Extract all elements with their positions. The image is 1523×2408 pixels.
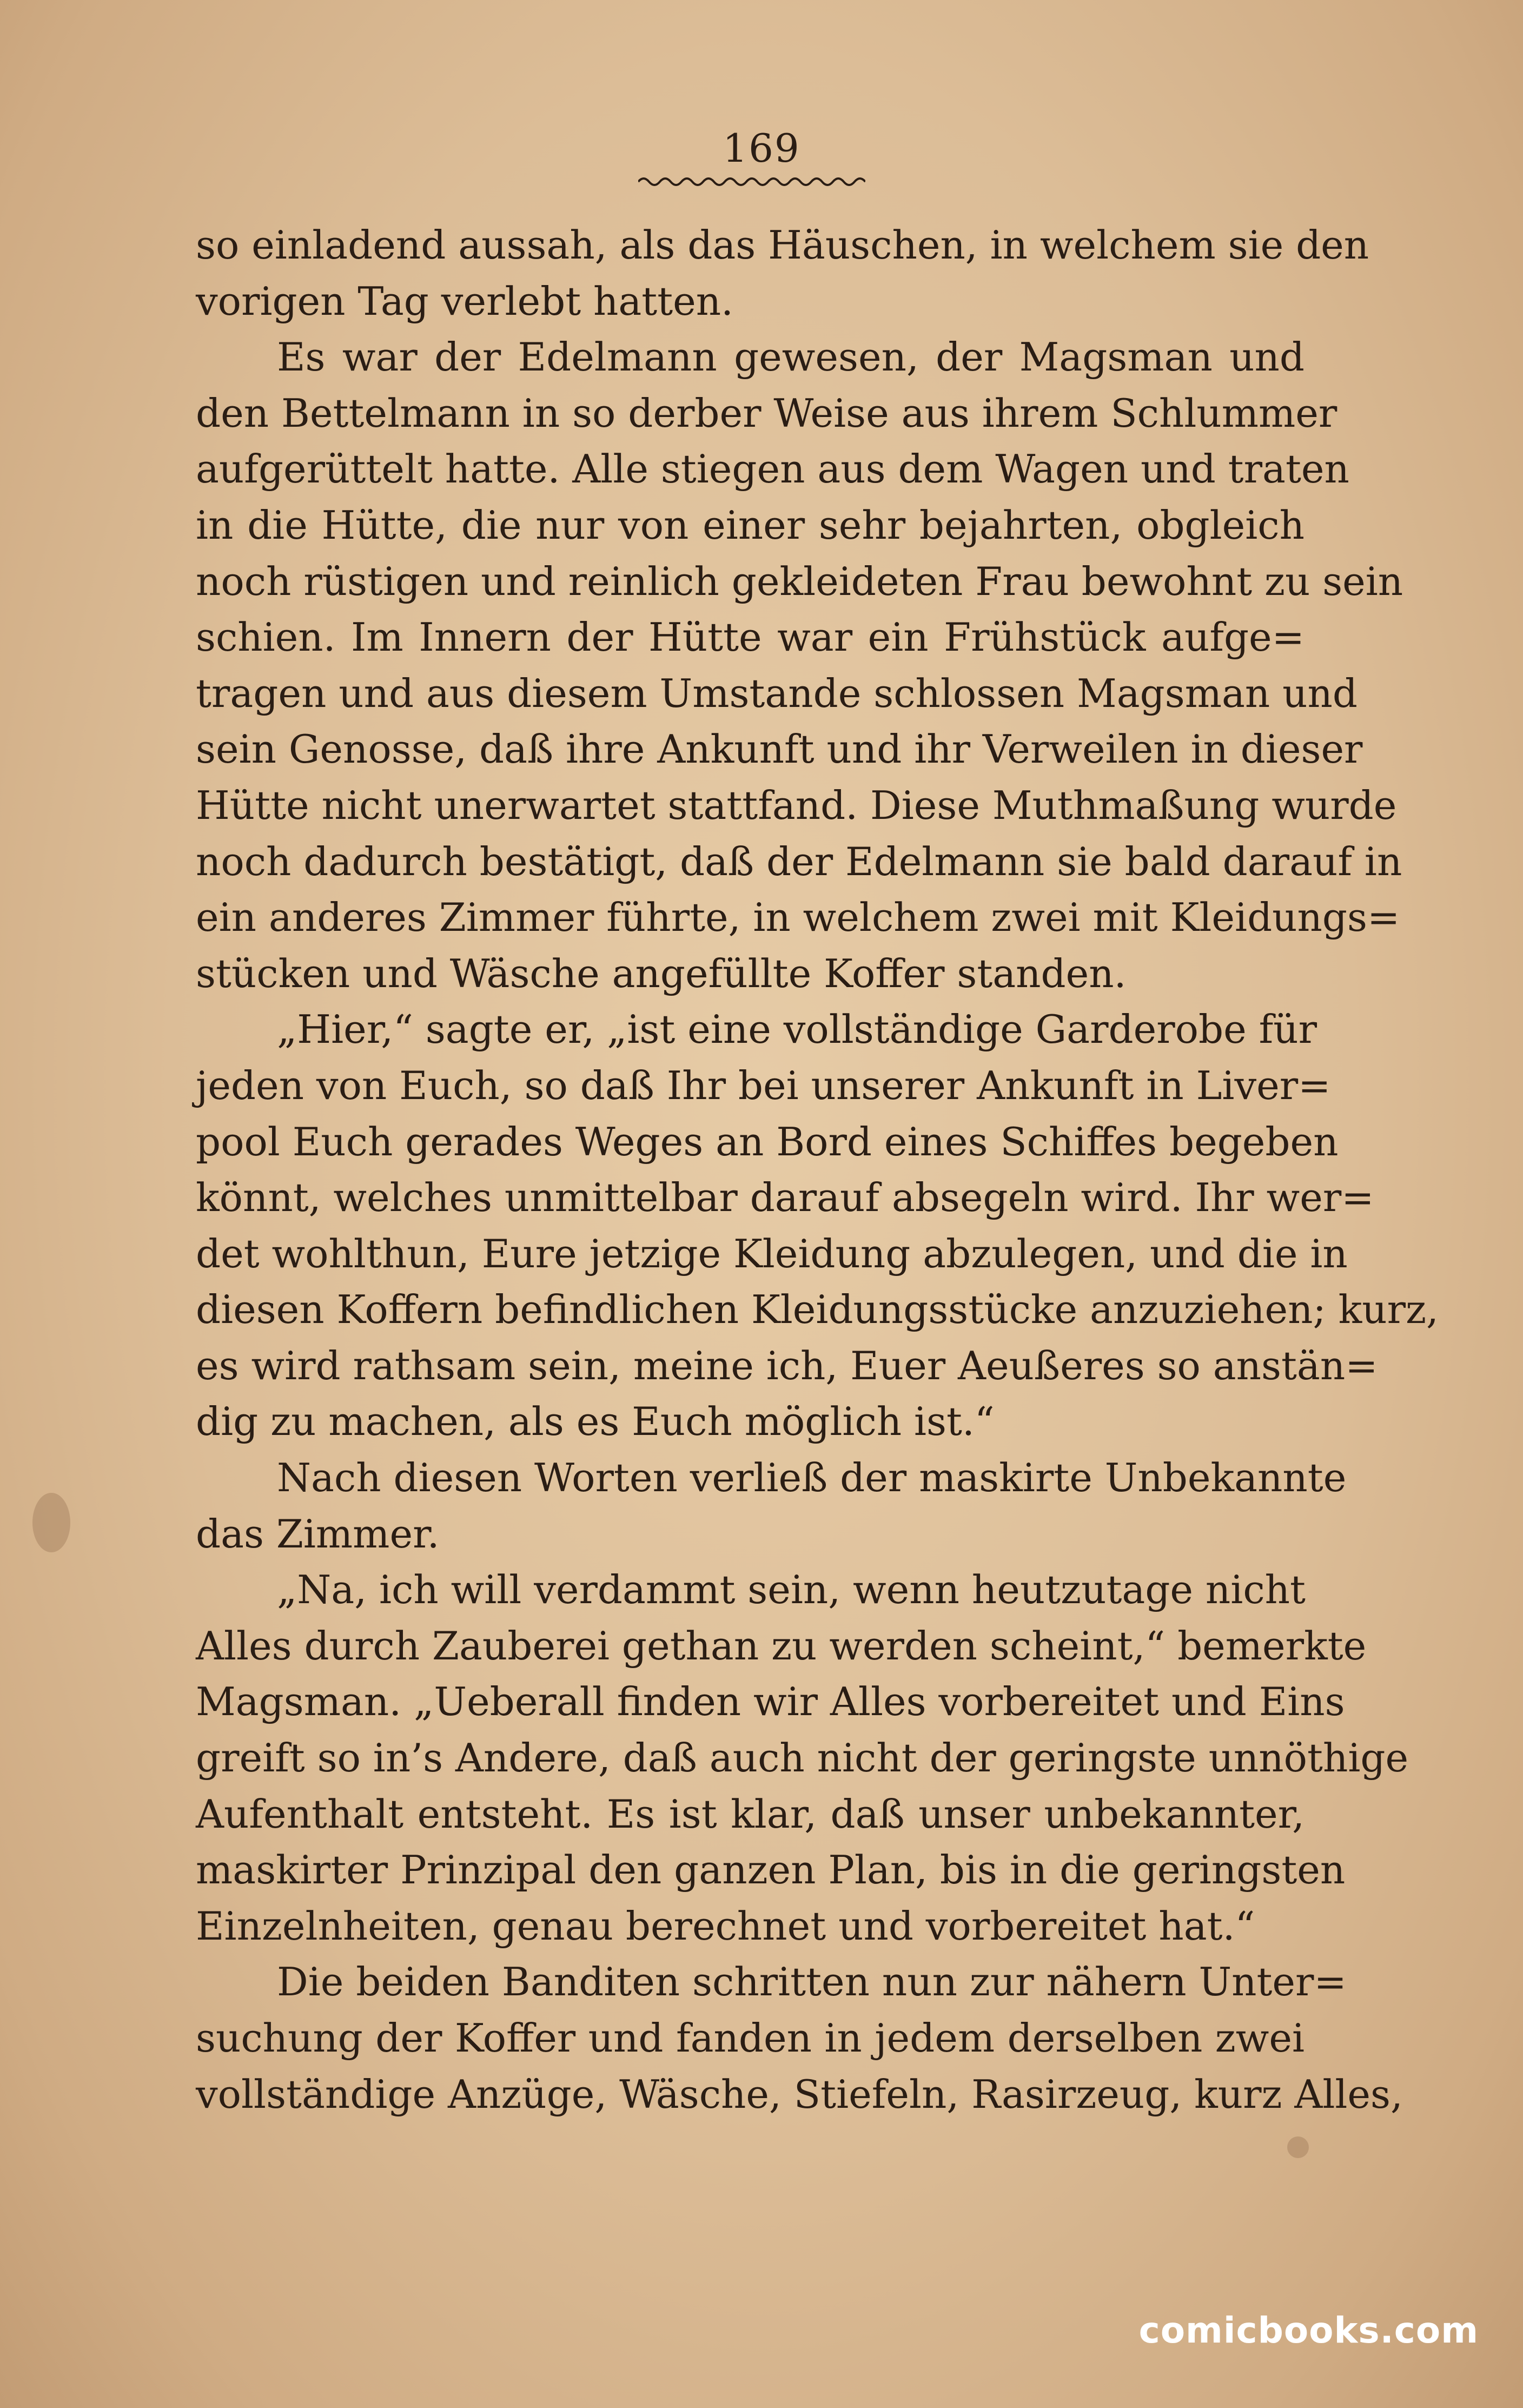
paper-stain <box>32 1493 70 1552</box>
text-line: dig zu machen, als es Euch möglich ist.“ <box>196 1399 995 1445</box>
text-line: aufgerüttelt hatte. Alle stiegen aus dem Wagen und traten <box>196 446 1349 492</box>
text-line: Aufenthalt entsteht. Es ist klar, daß unser unbekannter, <box>196 1791 1305 1837</box>
text-line: tragen und aus diesem Umstande schlossen Magsman und <box>196 670 1358 716</box>
text-line: „Na, ich will verdammt sein, wenn heutzutage nicht <box>277 1567 1306 1613</box>
text-line: Hütte nicht unerwartet stattfand. Diese Muthmaßung wurde <box>196 782 1397 828</box>
text-line: Es war der Edelmann gewesen, der Magsman und <box>277 334 1305 380</box>
text-line: den Bettelmann in so derber Weise aus ihrem Schlummer <box>196 390 1337 436</box>
text-line: ein anderes Zimmer führte, in welchem zwei mit Kleidungs= <box>196 895 1400 941</box>
text-line: das Zimmer. <box>196 1511 440 1557</box>
text-line: sein Genosse, daß ihre Ankunft und ihr Verweilen in dieser <box>196 726 1363 772</box>
text-line: in die Hütte, die nur von einer sehr bejahrten, obgleich <box>196 502 1305 548</box>
text-line: suchung der Koffer und fanden in jedem derselben zwei <box>196 2015 1305 2061</box>
watermark: comicbooks.com <box>1138 2310 1479 2351</box>
text-line: es wird rathsam sein, meine ich, Euer Aeußeres so anstän= <box>196 1342 1378 1388</box>
text-line: stücken und Wäsche angefüllte Koffer standen. <box>196 950 1127 996</box>
text-line: pool Euch gerades Weges an Bord eines Schiffes begeben <box>196 1119 1339 1165</box>
text-line: vollständige Anzüge, Wäsche, Stiefeln, Rasirzeug, kurz Alles, <box>196 2071 1403 2117</box>
wavy-rule <box>638 174 865 189</box>
page-number: 169 <box>723 125 800 171</box>
text-line: Die beiden Banditen schritten nun zur nähern Unter= <box>277 1959 1347 2005</box>
text-line: Einzelnheiten, genau berechnet und vorbereitet hat.“ <box>196 1903 1255 1949</box>
text-line: Nach diesen Worten verließ der maskirte Unbekannte <box>277 1455 1347 1501</box>
text-line: greift so in’s Andere, daß auch nicht der geringste unnöthige <box>196 1735 1409 1781</box>
text-line: schien. Im Innern der Hütte war ein Frühstück aufge= <box>196 614 1305 660</box>
text-line: noch rüstigen und reinlich gekleideten Frau bewohnt zu sein <box>196 558 1403 604</box>
text-line: Alles durch Zauberei gethan zu werden scheint,“ bemerkte <box>196 1623 1367 1669</box>
text-line: „Hier,“ sagte er, „ist eine vollständige Garderobe für <box>277 1007 1317 1053</box>
text-line: maskirter Prinzipal den ganzen Plan, bis in die geringsten <box>196 1847 1346 1893</box>
paper-stain <box>1287 2136 1309 2158</box>
text-line: könnt, welches unmittelbar darauf absegeln wird. Ihr wer= <box>196 1175 1374 1221</box>
text-line: noch dadurch bestätigt, daß der Edelmann sie bald darauf in <box>196 838 1402 884</box>
text-line: Magsman. „Ueberall finden wir Alles vorbereitet und Eins <box>196 1679 1345 1725</box>
text-line: jeden von Euch, so daß Ihr bei unserer Ankunft in Liver= <box>196 1062 1331 1108</box>
text-line: diesen Koffern befindlichen Kleidungsstücke anzuziehen; kurz, <box>196 1287 1439 1333</box>
text-line: vorigen Tag verlebt hatten. <box>196 278 734 324</box>
text-line: so einladend aussah, als das Häuschen, in welchem sie den <box>196 222 1369 268</box>
body-text <box>196 217 1439 2122</box>
text-line: det wohlthun, Eure jetzige Kleidung abzulegen, und die in <box>196 1231 1348 1276</box>
